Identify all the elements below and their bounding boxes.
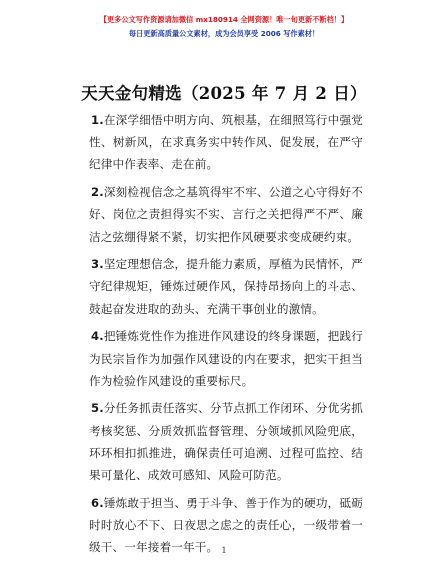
paragraph-number: 3.	[91, 257, 104, 272]
paragraph-text: 坚定理想信念，提升能力素质，厚植为民情怀，严守纪律规矩，锤炼过硬作风，保持昂扬向上的斗志、鼓起奋发进取的劲头、充满干事创业的激情。	[89, 257, 363, 316]
paragraph-number: 5.	[91, 401, 104, 416]
paragraph-text: 分任务抓责任落实、分节点抓工作闭环、分优劣抓考核奖惩、分质效抓监督管理、分领域抓风险兜底，环环相扣抓推进，确保责任可追溯、过程可监控、结果可量化、成效可感知、风险可防范。	[89, 401, 363, 483]
paragraph-5	[89, 397, 363, 486]
page-number: 1	[221, 546, 227, 555]
paragraph-number: 2.	[91, 185, 104, 200]
document-body	[89, 109, 363, 564]
paragraph-text: 深刻检视信念之基筑得牢不牢、公道之心守得好不好、岗位之责担得实不实、言行之关把得严不严、廉洁之弦绷得紧不紧，切实把作风硬要求变成硬约束。	[89, 185, 363, 244]
promo-banner-line-1: 【更多公文写作资源请加微信 mx180914 全网资源！唯一旬更新不断档！】	[99, 15, 349, 24]
promo-banner-line-2: 每日更新高质量公文素材，成为会员享受 2006 写作素材！	[128, 29, 320, 38]
paragraph-text: 锤炼敢于担当、勇于斗争、善于作为的硬功，砥砺时时放心不下、日夜思之虑之的责任心，一级带着一级干、一年接着一年干。	[89, 495, 363, 555]
paragraph-number: 1.	[91, 113, 104, 127]
paragraph-1	[89, 109, 363, 176]
paragraph-4	[89, 325, 363, 392]
paragraph-number: 6.	[91, 495, 104, 510]
document-title: 天天金句精选（2025 年 7 月 2 日）	[81, 84, 367, 103]
paragraph-3	[89, 253, 363, 320]
paragraph-text: 在深学细悟中明方向、筑根基，在细照笃行中强党性、树新风，在求真务实中转作风、促发展，在严守纪律中作表率、走在前。	[89, 113, 363, 172]
paragraph-2	[89, 181, 363, 248]
paragraph-text: 把锤炼党性作为推进作风建设的终身课题，把践行为民宗旨作为加强作风建设的内在要求，把实干担当作为检验作风建设的重要标尺。	[89, 329, 363, 388]
paragraph-number: 4.	[91, 329, 104, 344]
